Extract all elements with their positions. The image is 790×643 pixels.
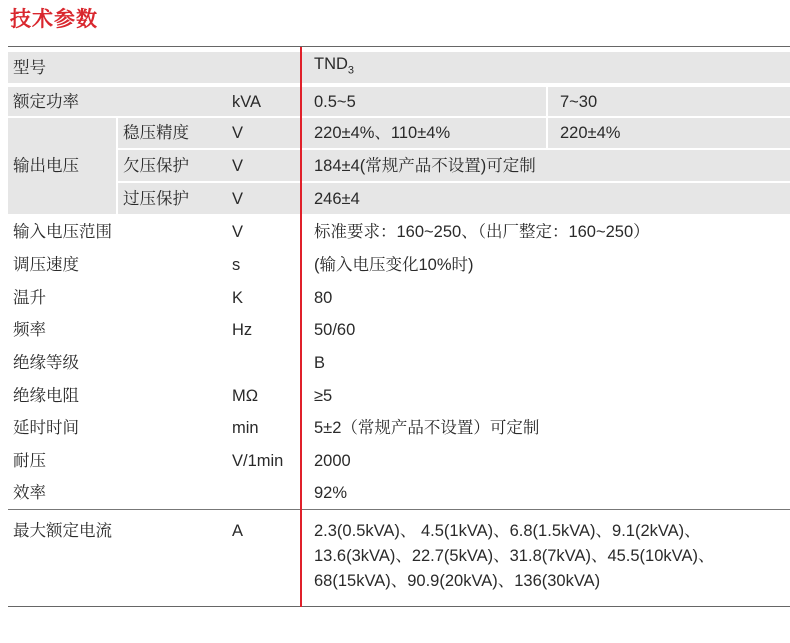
model-value-cell — [302, 52, 790, 83]
regulation-speed-unit: s — [232, 255, 241, 274]
regulation-speed-value: (输入电压变化10%时) — [314, 255, 474, 274]
max-current-label-cell — [8, 509, 232, 606]
frequency-label: 频率 — [13, 321, 46, 339]
overvoltage-unit-cell — [232, 183, 300, 214]
max-current-line: 68(15kVA)、90.9(20kVA)、136(30kVA) — [314, 572, 601, 590]
overvoltage-unit: V — [232, 189, 244, 208]
stabilization-value1-cell — [302, 118, 546, 148]
withstand-voltage-label: 耐压 — [13, 451, 46, 470]
temperature-rise-label-cell — [8, 281, 232, 314]
temperature-rise-label: 温升 — [13, 288, 46, 307]
max-current-unit-cell — [232, 509, 300, 606]
overvoltage-value-cell — [302, 183, 790, 214]
regulation-speed-value-cell — [302, 248, 790, 281]
stabilization-label-cell — [118, 118, 232, 148]
input-range-unit: V — [232, 223, 244, 241]
insulation-class-value-cell — [302, 346, 790, 379]
efficiency-label: 效率 — [13, 484, 46, 502]
efficiency-label-cell — [8, 477, 232, 509]
table-bottom-rule — [8, 606, 790, 607]
insulation-resistance-label-cell — [8, 379, 232, 412]
input-range-value: 标准要求：160~250、（出厂整定：160~250） — [314, 223, 650, 241]
insulation-class-label: 绝缘等级 — [13, 353, 79, 372]
frequency-value-cell — [302, 314, 790, 346]
stabilization-value2-cell — [548, 118, 790, 148]
temperature-rise-value-cell — [302, 281, 790, 314]
delay-time-value: 5±2（常规产品不设置）可定制 — [314, 419, 540, 437]
section-title: 技术参数 — [10, 8, 98, 31]
overvoltage-value: 246±4 — [314, 189, 360, 208]
insulation-class-label-cell — [8, 346, 232, 379]
insulation-resistance-value-cell — [302, 379, 790, 412]
undervoltage-label: 欠压保护 — [123, 156, 189, 175]
withstand-voltage-unit: V/1min — [232, 451, 284, 470]
frequency-value: 50/60 — [314, 321, 356, 339]
max-current-unit: A — [232, 522, 244, 540]
undervoltage-value: 184±4(常规产品不设置)可定制 — [314, 156, 536, 175]
delay-time-unit-cell — [232, 412, 300, 444]
rated-power-value2: 7~30 — [560, 92, 598, 111]
efficiency-unit-cell — [232, 477, 300, 509]
frequency-unit-cell — [232, 314, 300, 346]
frequency-unit: Hz — [232, 321, 253, 339]
stabilization-value2: 220±4% — [560, 124, 621, 142]
withstand-voltage-label-cell — [8, 444, 232, 477]
insulation-resistance-unit: MΩ — [232, 386, 259, 405]
regulation-speed-label: 调压速度 — [13, 255, 79, 274]
max-current-label: 最大额定电流 — [13, 522, 112, 540]
temperature-rise-unit: K — [232, 288, 244, 307]
rated-power-value1-cell — [302, 87, 546, 116]
rated-power-unit-cell — [232, 87, 300, 116]
stabilization-value1: 220±4%、110±4% — [314, 124, 451, 142]
regulation-speed-unit-cell — [232, 248, 300, 281]
insulation-class-value: B — [314, 353, 326, 372]
insulation-resistance-label: 绝缘电阻 — [13, 386, 79, 405]
max-current-line: 13.6(3kVA)、22.7(5kVA)、31.8(7kVA)、45.5(10kVA)、 — [314, 547, 715, 565]
insulation-resistance-unit-cell — [232, 379, 300, 412]
model-label-cell — [8, 52, 300, 83]
delay-time-label-cell — [8, 412, 232, 444]
table-top-rule — [8, 46, 790, 47]
model-value-main: TND — [314, 55, 348, 74]
regulation-speed-label-cell — [8, 248, 232, 281]
withstand-voltage-value-cell — [302, 444, 790, 477]
input-range-unit-cell — [232, 216, 300, 248]
model-value — [314, 54, 354, 80]
delay-time-value-cell — [302, 412, 790, 444]
rated-power-label: 额定功率 — [13, 92, 79, 111]
rated-power-value2-cell — [548, 87, 790, 116]
output-voltage-label-cell — [8, 118, 116, 214]
stabilization-label: 稳压精度 — [123, 124, 189, 142]
max-current-value-cell — [302, 509, 790, 606]
efficiency-value: 92% — [314, 484, 348, 502]
undervoltage-unit-cell — [232, 150, 300, 181]
efficiency-value-cell — [302, 477, 790, 509]
stabilization-unit-cell — [232, 118, 300, 148]
input-range-label-cell — [8, 216, 232, 248]
frequency-label-cell — [8, 314, 232, 346]
delay-time-unit: min — [232, 419, 259, 437]
insulation-resistance-value: ≥5 — [314, 386, 333, 405]
model-label: 型号 — [13, 58, 46, 77]
temperature-rise-unit-cell — [232, 281, 300, 314]
output-voltage-label: 输出电压 — [13, 157, 79, 175]
rated-power-value1: 0.5~5 — [314, 92, 356, 111]
undervoltage-unit: V — [232, 156, 244, 175]
withstand-voltage-unit-cell — [232, 444, 300, 477]
input-range-label: 输入电压范围 — [13, 223, 112, 241]
column-divider-red — [300, 47, 302, 607]
undervoltage-label-cell — [118, 150, 232, 181]
stabilization-unit: V — [232, 124, 244, 142]
undervoltage-value-cell — [302, 150, 790, 181]
max-current-line: 2.3(0.5kVA)、 4.5(1kVA)、6.8(1.5kVA)、9.1(2kVA)、 — [314, 522, 701, 540]
overvoltage-label: 过压保护 — [123, 189, 189, 208]
rated-power-label-cell — [8, 87, 232, 116]
rated-power-unit: kVA — [232, 92, 262, 111]
insulation-class-unit-cell — [232, 346, 300, 379]
withstand-voltage-value: 2000 — [314, 451, 351, 470]
input-range-value-cell — [302, 216, 790, 248]
model-value-sub: 3 — [347, 64, 355, 77]
delay-time-label: 延时时间 — [13, 419, 79, 437]
temperature-rise-value: 80 — [314, 288, 333, 307]
overvoltage-label-cell — [118, 183, 232, 214]
